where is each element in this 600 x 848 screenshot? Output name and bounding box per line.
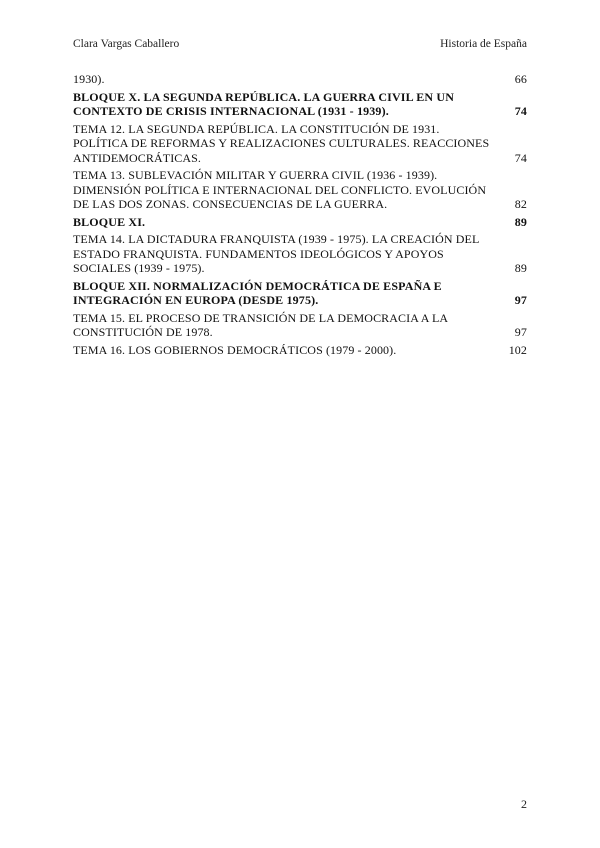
toc-entry-page: 82 xyxy=(514,197,527,211)
toc-entry-text: BLOQUE XII. NORMALIZACIÓN DEMOCRÁTICA DE ESPAÑA E INTEGRACIÓN EN EUROPA (DESDE 1975). xyxy=(73,278,442,307)
toc-entry-page: 97 xyxy=(514,293,527,307)
header-subject: Historia de España xyxy=(440,38,527,50)
toc-entry-page: 66 xyxy=(514,72,527,86)
toc-entry[interactable] xyxy=(73,215,527,230)
page-header xyxy=(73,38,527,54)
toc-entry-text: TEMA 14. LA DICTADURA FRANQUISTA (1939 - 1975). LA CREACIÓN DEL ESTADO FRANQUISTA. FUNDAMENTOS IDEOLÓGICOS Y APOYOS SOCIALES (1939 - 1975). xyxy=(73,232,480,275)
toc-entry[interactable] xyxy=(73,232,527,276)
toc-entry-page: 89 xyxy=(514,261,527,275)
toc-entry[interactable] xyxy=(73,168,527,212)
toc-entry-text: BLOQUE X. LA SEGUNDA REPÚBLICA. LA GUERRA CIVIL EN UN CONTEXTO DE CRISIS INTERNACIONAL (1931 - 1939). xyxy=(73,89,455,118)
toc-entry[interactable] xyxy=(73,311,527,340)
header-author: Clara Vargas Caballero xyxy=(73,38,180,50)
toc-entry-text: TEMA 15. EL PROCESO DE TRANSICIÓN DE LA DEMOCRACIA A LA CONSTITUCIÓN DE 1978. xyxy=(73,310,449,339)
toc-entry-page: 102 xyxy=(508,342,527,357)
toc-entry[interactable] xyxy=(73,343,527,358)
table-of-contents xyxy=(73,72,527,360)
toc-entry-page: 74 xyxy=(514,104,527,118)
toc-entry-text: TEMA 16. LOS GOBIERNOS DEMOCRÁTICOS (1979 - 2000). xyxy=(73,342,397,357)
toc-entry-page: 74 xyxy=(514,150,527,165)
toc-entry[interactable] xyxy=(73,279,527,308)
toc-entry[interactable] xyxy=(73,122,527,166)
toc-entry-page: 89 xyxy=(514,214,527,229)
toc-entry-text: BLOQUE XI. xyxy=(73,214,146,229)
toc-entry-page: 97 xyxy=(514,325,527,339)
page-number: 2 xyxy=(521,797,527,811)
toc-entry-text: TEMA 13. SUBLEVACIÓN MILITAR Y GUERRA CIVIL (1936 - 1939). DIMENSIÓN POLÍTICA E INTERNACIONAL DEL CONFLICTO. EVOLUCIÓN DE LAS DOS ZONAS. CONSECUENCIAS DE LA GUERRA. xyxy=(73,168,487,211)
toc-entry[interactable] xyxy=(73,72,527,87)
toc-entry-text: TEMA 12. LA SEGUNDA REPÚBLICA. LA CONSTITUCIÓN DE 1931. POLÍTICA DE REFORMAS Y REALIZACIONES CULTURALES. REACCIONES ANTIDEMOCRÁTICAS. xyxy=(73,121,490,165)
toc-entry[interactable] xyxy=(73,90,527,119)
toc-entry-text: 1930). xyxy=(73,72,105,86)
